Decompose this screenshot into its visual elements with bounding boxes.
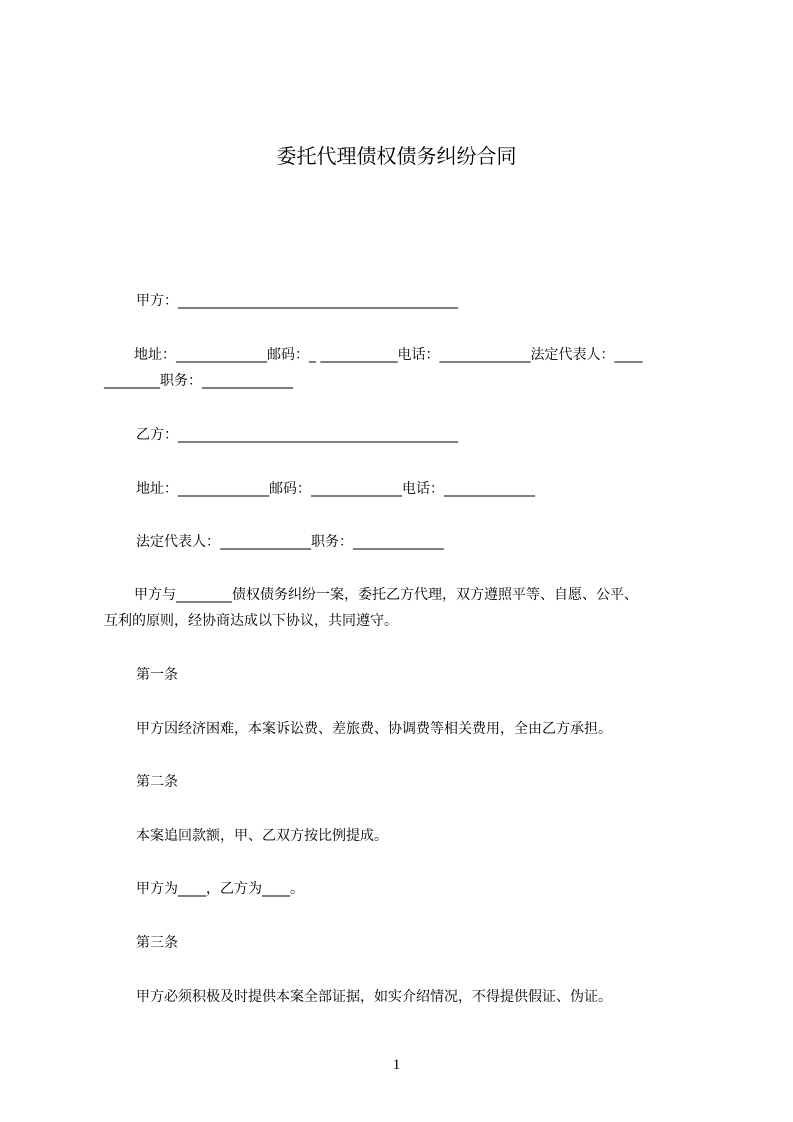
page-number: 1 [392, 1057, 401, 1073]
party-b-representative-line: 法定代表人：_____________职务：_____________ [136, 534, 444, 550]
article-2-text: 本案追回款额，甲、乙双方按比例提成。 [136, 828, 388, 844]
party-a-address-continued: ________职务：_____________ [104, 373, 293, 389]
party-b-line: 乙方：________________________________________ [136, 427, 458, 443]
intro-paragraph-line-2: 互利的原则，经协商达成以下协议，共同遵守。 [104, 613, 398, 629]
article-3-text: 甲方必须积极及时提供本案全部证据，如实介绍情况，不得提供假证、伪证。 [136, 989, 612, 1005]
article-1-heading: 第一条 [136, 667, 178, 683]
document-title: 委托代理债权债务纠纷合同 [276, 144, 517, 168]
party-a-address-line: 地址：_____________邮码：_ ___________电话：_____________法定代表人：____ [134, 347, 643, 363]
article-1-text: 甲方因经济困难，本案诉讼费、差旅费、协调费等相关费用，全由乙方承担。 [136, 721, 612, 737]
intro-paragraph-line-1: 甲方与________债权债务纠纷一案，委托乙方代理，双方遵照平等、自愿、公平、 [134, 587, 638, 603]
party-b-address-line: 地址：_____________邮码：_____________电话：_____________ [136, 481, 535, 497]
article-2-ratio: 甲方为____，乙方为____。 [136, 881, 304, 897]
article-3-heading: 第三条 [136, 935, 178, 951]
party-a-line: 甲方：________________________________________ [136, 293, 458, 309]
article-2-heading: 第二条 [136, 774, 178, 790]
